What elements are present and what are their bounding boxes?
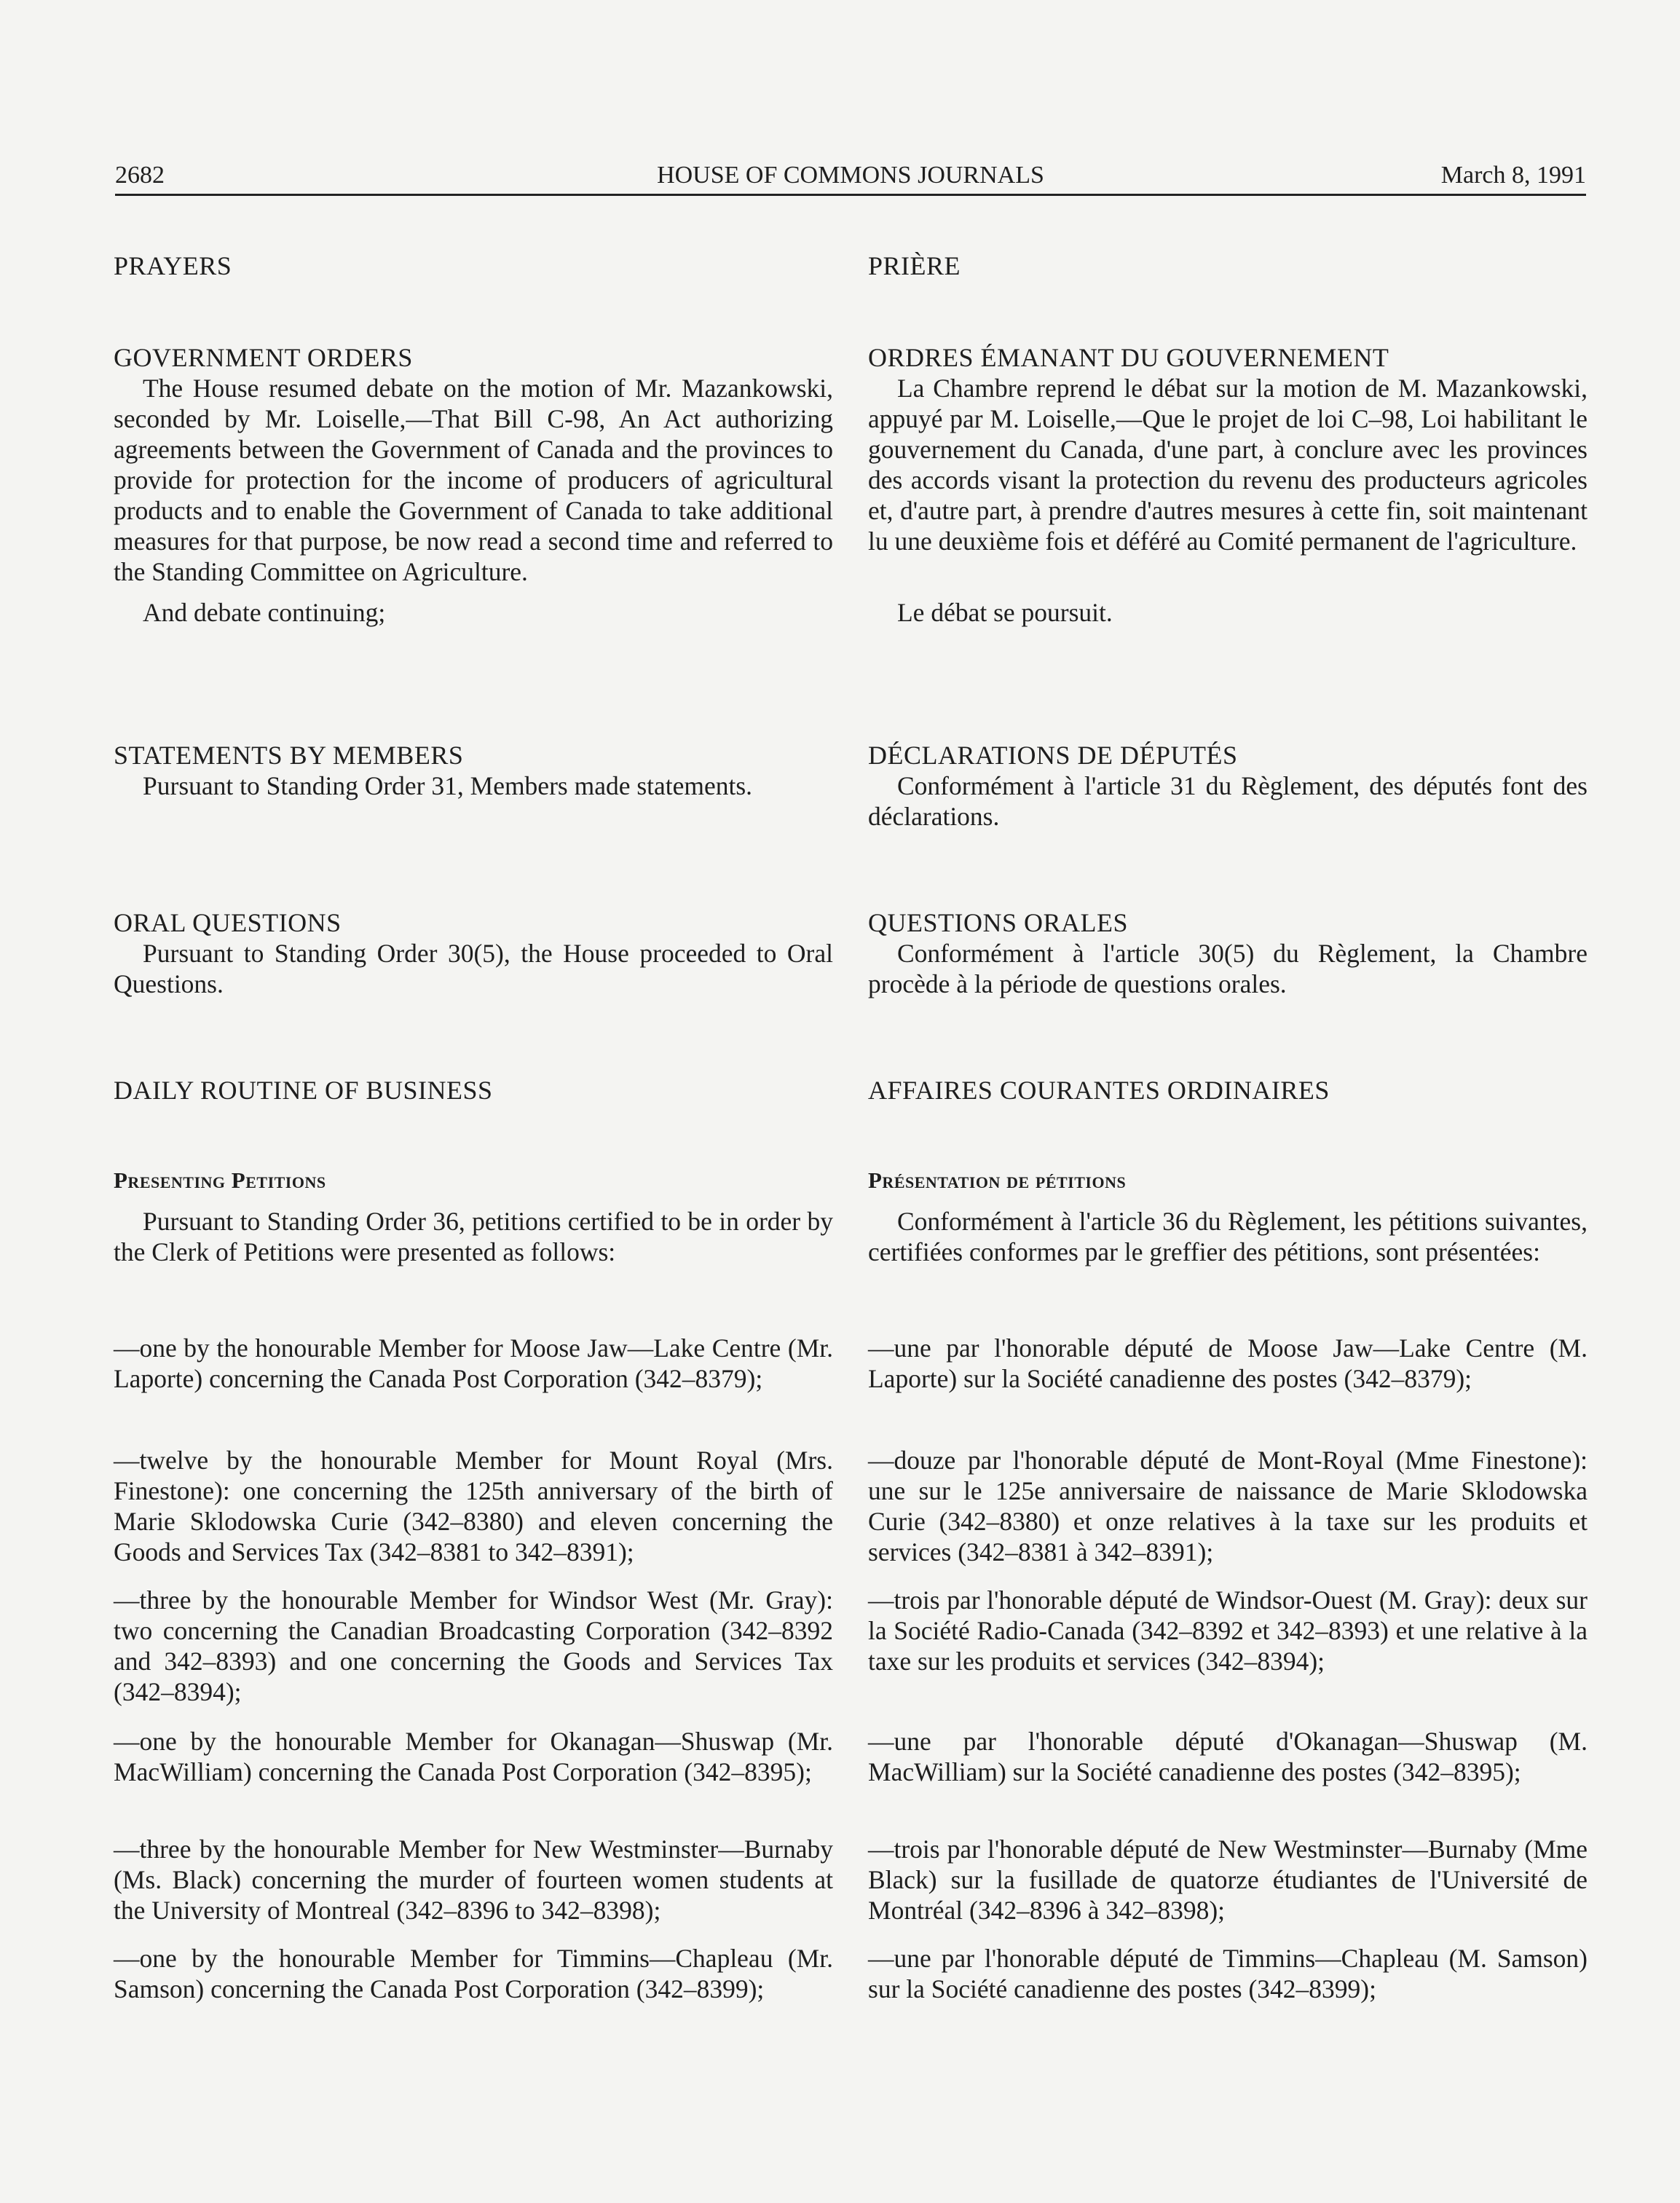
routine-section [114,1075,833,1106]
oral-questions-heading: ORAL QUESTIONS [114,908,342,937]
petitions-intro-text: Pursuant to Standing Order 36, petitions certified to be in order by the Clerk of Petitions were presented as follows: [114,1207,833,1266]
declarations-text: Conformément à l'article 31 du Règlement, des députés font des déclarations. [868,771,1588,831]
debate-continuing-text: And debate continuing; [143,598,386,627]
petition-item-fr-text: —trois par l'honorable député de Windsor-Ouest (M. Gray): deux sur la Société Radio-Canada (342–8392 et 342–8393) et une relative à la taxe sur les produits et services (342–8394); [868,1585,1588,1676]
affaires-heading: AFFAIRES COURANTES ORDINAIRES [868,1076,1330,1105]
journal-title: HOUSE OF COMMONS JOURNALS [657,162,1044,189]
oral-questions-text: Pursuant to Standing Order 30(5), the House proceeded to Oral Questions. [114,939,833,998]
statements-section [114,740,833,801]
journal-date: March 8, 1991 [1440,162,1586,189]
petitions-subheading: Presenting Petitions [114,1167,326,1193]
petition-item-text: —three by the honourable Member for Windsor West (Mr. Gray): two concerning the Canadian Broadcasting Corporation (342–8392 and 342–8393) and one concerning the Goods and Services Tax (342–8394); [114,1585,833,1706]
ordres-text: La Chambre reprend le débat sur la motion de M. Mazankowski, appuyé par M. Loiselle,—Que le projet de loi C–98, Loi habilitant le gouvernement du Canada, d'une part, à conclure avec les provinces des accords visant la protection du revenu des producteurs agricoles et, d'autre part, à prendre d'autres mesures à cette fin, soit maintenant lu une deuxième fois et déféré au Comité permanent de l'agriculture. [868,374,1588,556]
oral-questions-section [114,907,833,999]
prayers-heading: PRAYERS [114,251,232,280]
petition-item-text: —one by the honourable Member for Moose Jaw—Lake Centre (Mr. Laporte) concerning the Canada Post Corporation (342–8379); [114,1333,833,1393]
petitions-intro [114,1206,833,1267]
petition-item-fr-text: —douze par l'honorable député de Mont-Royal (Mme Finestone): une sur le 125e anniversaire de naissance de Marie Sklodowska Curie (342–8380) et onze relatives à la taxe sur les produits et services (342–8381 à 342–8391); [868,1446,1588,1566]
page-header [115,151,1586,196]
petition-item-fr [868,1333,1588,1394]
petition-item [114,1834,833,1926]
questions-orales-heading: QUESTIONS ORALES [868,908,1129,937]
petition-item-fr [868,1834,1588,1926]
petition-item-fr-text: —une par l'honorable député d'Okanagan—Shuswap (M. MacWilliam) sur la Société canadienne des postes (342–8395); [868,1727,1588,1786]
petitions-fr-intro-text: Conformément à l'article 36 du Règlement, les pétitions suivantes, certifiées conformes par le greffier des pétitions, sont présentées: [868,1207,1588,1266]
page-number: 2682 [115,162,165,189]
petition-item-fr-text: —trois par l'honorable député de New Westminster—Burnaby (Mme Black) sur la fusillade de quatorze étudiantes de l'Université de Montréal (342–8396 à 342–8398); [868,1834,1588,1925]
priere-section [868,251,1588,281]
petitions-fr-subheading: Présentation de pétitions [868,1167,1127,1193]
government-orders-section [114,342,833,628]
questions-orales-section [868,907,1588,999]
petition-item-fr [868,1585,1588,1676]
petition-item-fr [868,1943,1588,2004]
petitions-fr-intro [868,1206,1588,1267]
ordres-section [868,342,1588,628]
statements-heading: STATEMENTS BY MEMBERS [114,741,464,770]
petition-item-text: —one by the honourable Member for Okanagan—Shuswap (Mr. MacWilliam) concerning the Canada Post Corporation (342–8395); [114,1727,833,1786]
questions-orales-text: Conformément à l'article 30(5) du Règlement, la Chambre procède à la période de questions orales. [868,939,1588,998]
petition-item-fr-text: —une par l'honorable député de Timmins—Chapleau (M. Samson) sur la Société canadienne des postes (342–8399); [868,1944,1588,2003]
petitions-fr-subsection [868,1165,1588,1196]
petition-item [114,1943,833,2004]
government-orders-heading: GOVERNMENT ORDERS [114,343,413,372]
affaires-section [868,1075,1588,1106]
prayers-section [114,251,833,281]
ordres-heading: ORDRES ÉMANANT DU GOUVERNEMENT [868,343,1389,372]
routine-heading: DAILY ROUTINE OF BUSINESS [114,1076,493,1105]
debat-poursuit-text: Le débat se poursuit. [897,598,1113,627]
declarations-section [868,740,1588,832]
petitions-subsection [114,1165,833,1196]
petition-item-fr [868,1445,1588,1567]
petition-item-text: —twelve by the honourable Member for Mount Royal (Mrs. Finestone): one concerning the 125th anniversary of the birth of Marie Sklodowska Curie (342–8380) and eleven concerning the Goods and Services Tax (342–8381 to 342–8391); [114,1446,833,1566]
statements-text: Pursuant to Standing Order 31, Members made statements. [143,771,753,800]
petition-item [114,1726,833,1787]
petition-item [114,1333,833,1394]
petition-item-fr-text: —une par l'honorable député de Moose Jaw—Lake Centre (M. Laporte) sur la Société canadienne des postes (342–8379); [868,1333,1588,1393]
priere-heading: PRIÈRE [868,251,961,280]
petition-item-text: —one by the honourable Member for Timmins—Chapleau (Mr. Samson) concerning the Canada Post Corporation (342–8399); [114,1944,833,2003]
government-orders-text: The House resumed debate on the motion of Mr. Mazankowski, seconded by Mr. Loiselle,—That Bill C-98, An Act authorizing agreements between the Government of Canada and the provinces to provide for protection for the income of producers of agricultural products and to enable the Government of Canada to take additional measures for that purpose, be now read a second time and referred to the Standing Committee on Agriculture. [114,374,833,586]
petition-item [114,1445,833,1567]
petition-item [114,1585,833,1707]
petition-item-text: —three by the honourable Member for New Westminster—Burnaby (Ms. Black) concerning the murder of fourteen women students at the University of Montreal (342–8396 to 342–8398); [114,1834,833,1925]
declarations-heading: DÉCLARATIONS DE DÉPUTÉS [868,741,1238,770]
petition-item-fr [868,1726,1588,1787]
